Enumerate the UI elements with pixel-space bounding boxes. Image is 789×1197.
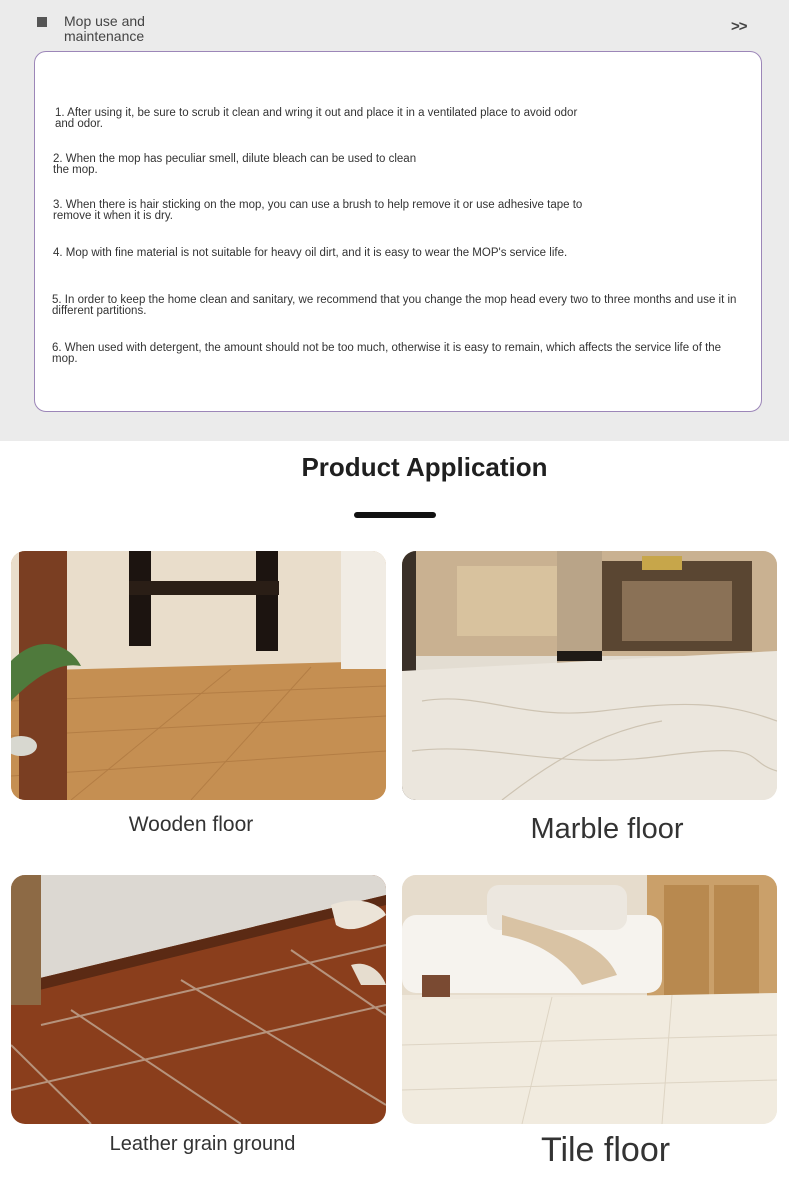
- caption-leather-grain-ground: Leather grain ground: [109, 1133, 296, 1155]
- title-underline: [354, 512, 436, 518]
- section-title: Mop use and maintenance: [64, 13, 145, 44]
- square-bullet-icon: [37, 17, 47, 27]
- note-1: 1. After using it, be sure to scrub it clean and wring it out and place it in a ventilated place to avoid odor and odor.: [55, 107, 578, 130]
- note-5: 5. In order to keep the home clean and sanitary, we recommend that you change the mop head every two to three months and use it in different partitions.: [52, 294, 737, 317]
- caption-wooden-floor: Wooden floor: [128, 813, 254, 836]
- caption-marble-floor: Marble floor: [530, 813, 684, 845]
- tile-floor-image: [402, 875, 777, 1124]
- marble-floor-image: [402, 551, 777, 800]
- leather-grain-floor-image: [11, 875, 386, 1124]
- note-4: 4. Mop with fine material is not suitable for heavy oil dirt, and it is easy to wear the MOP's service life.: [53, 247, 568, 259]
- note-6: 6. When used with detergent, the amount should not be too much, otherwise it is easy to remain, which affects the service life of the mop.: [52, 342, 722, 365]
- note-3: 3. When there is hair sticking on the mop, you can use a brush to help remove it or use adhesive tape to remove it when it is dry.: [53, 199, 583, 222]
- maintenance-panel: [0, 0, 789, 441]
- notes-card: [34, 51, 762, 412]
- double-chevron-right-icon[interactable]: >>: [731, 18, 747, 35]
- application-title: Product Application: [301, 452, 548, 482]
- caption-tile-floor: Tile floor: [540, 1131, 671, 1169]
- note-2: 2. When the mop has peculiar smell, dilute bleach can be used to clean the mop.: [53, 153, 417, 176]
- wooden-floor-image: [11, 551, 386, 800]
